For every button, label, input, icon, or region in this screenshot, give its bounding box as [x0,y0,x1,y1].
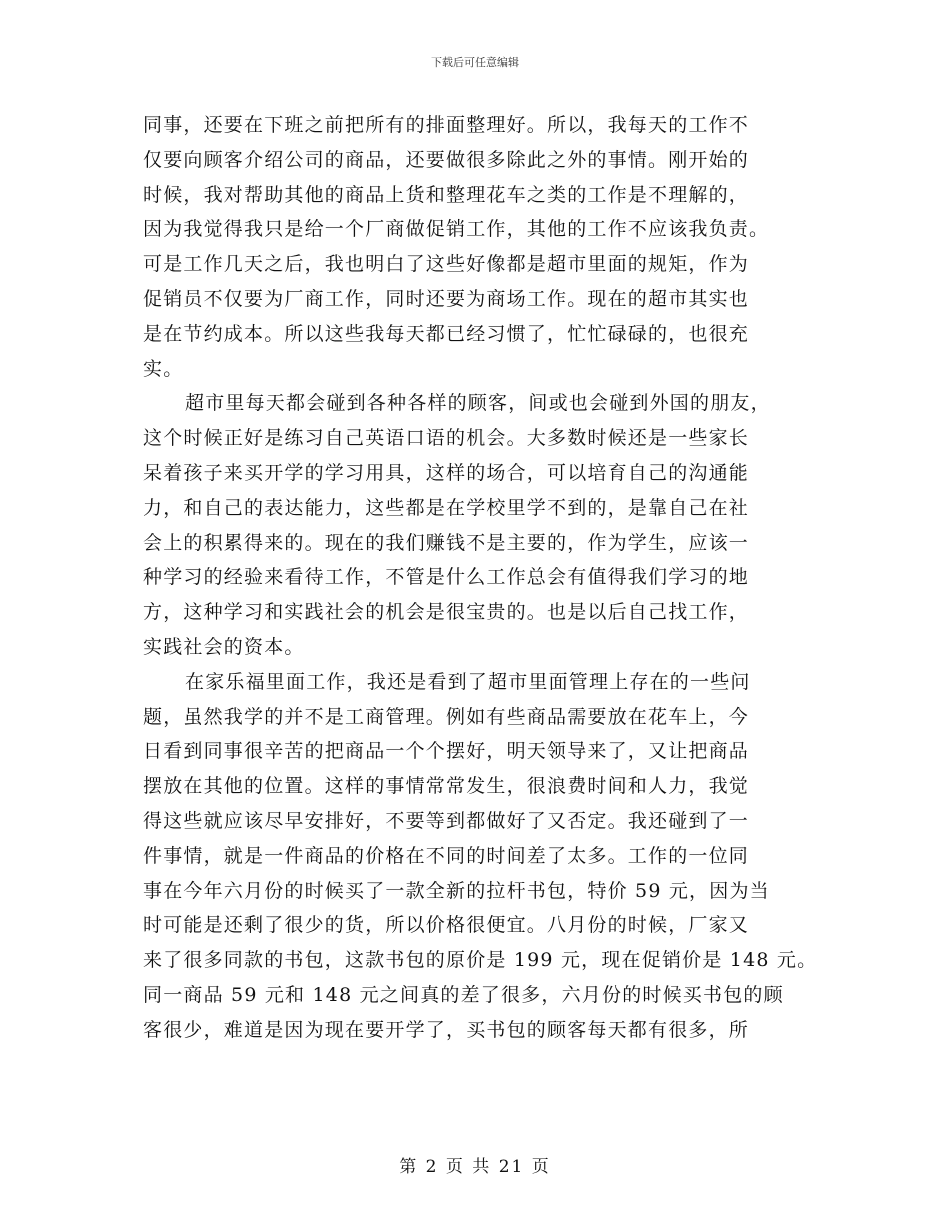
text-line: 因为我觉得我只是给一个厂商做促销工作，其他的工作不应该我负责。 [143,218,770,241]
text-line: 时候，我对帮助其他的商品上货和整理花车之类的工作是不理解的， [143,183,750,206]
text-line: 促销员不仅要为厂商工作，同时还要为商场工作。现在的超市其实也 [143,287,750,310]
page-footer: 第 2 页 共 21 页 [399,1157,551,1177]
text-line: 件事情，就是一件商品的价格在不同的时间差了太多。工作的一位同 [143,844,750,867]
text-line: 同事，还要在下班之前把所有的排面整理好。所以，我每天的工作不 [143,114,750,136]
text-line: 可是工作几天之后，我也明白了这些好像都是超市里面的规矩，作为 [143,253,750,276]
text-line: 实。 [143,357,184,380]
page-header: 下载后可任意编辑 [431,56,519,69]
text-line: 事在今年六月份的时候买了一款全新的拉杆书包，特价 59 元，因为当 [143,879,770,902]
text-line: 种学习的经验来看待工作，不管是什么工作总会有值得我们学习的地 [143,566,750,589]
text-line: 这个时候正好是练习自己英语口语的机会。大多数时候还是一些家长 [143,427,750,450]
text-line: 摆放在其他的位置。这样的事情常常发生，很浪费时间和人力，我觉 [143,775,750,798]
text-line: 实践社会的资本。 [143,635,305,658]
text-line: 同一商品 59 元和 148 元之间真的差了很多，六月份的时候买书包的顾 [143,983,784,1006]
text-line: 得这些就应该尽早安排好，不要等到都做好了又否定。我还碰到了一 [143,809,750,832]
text-line: 日看到同事很辛苦的把商品一个个摆好，明天领导来了，又让把商品 [143,740,750,763]
text-line: 客很少，难道是因为现在要开学了，买书包的顾客每天都有很多，所 [143,1018,750,1041]
text-line: 时可能是还剩了很少的货，所以价格很便宜。八月份的时候，厂家又 [143,914,750,937]
text-line: 方，这种学习和实践社会的机会是很宝贵的。也是以后自己找工作， [143,601,750,624]
text-line: 是在节约成本。所以这些我每天都已经习惯了，忙忙碌碌的，也很充 [143,322,750,345]
text-line: 会上的积累得来的。现在的我们赚钱不是主要的，作为学生，应该一 [143,531,750,554]
text-line: 仅要向顾客介绍公司的商品，还要做很多除此之外的事情。刚开始的 [143,148,750,171]
text-line: 呆着孩子来买开学的学习用具，这样的场合，可以培育自己的沟通能 [143,461,750,484]
text-line: 超市里每天都会碰到各种各样的顾客，间或也会碰到外国的朋友， [185,392,771,415]
text-line: 力，和自己的表达能力，这些都是在学校里学不到的，是靠自己在社 [143,496,750,519]
text-line: 题，虽然我学的并不是工商管理。例如有些商品需要放在花车上，今 [143,705,750,728]
text-line: 来了很多同款的书包，这款书包的原价是 199 元，现在促销价是 148 元。 [143,949,818,972]
document-body [143,108,833,1048]
text-line: 在家乐福里面工作，我还是看到了超市里面管理上存在的一些问 [185,670,751,693]
